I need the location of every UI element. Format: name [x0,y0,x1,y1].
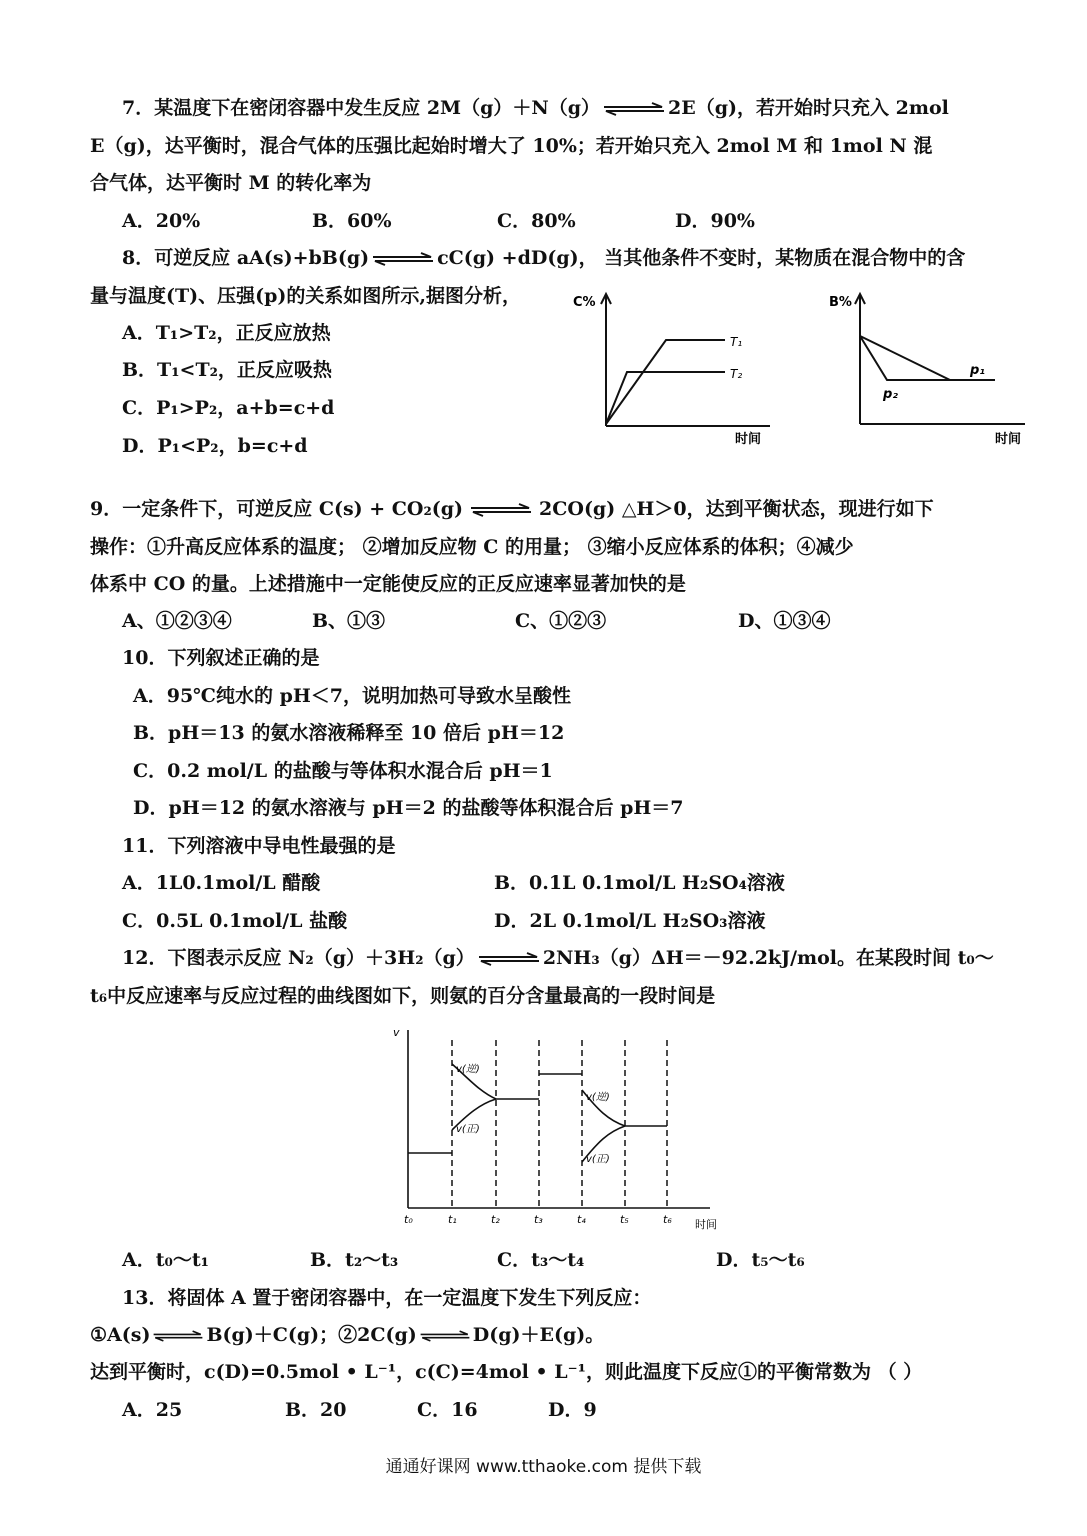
q11-option-b: B．0.1L 0.1mol/L H₂SO₄溶液 [494,872,785,894]
q12-option-c: C．t₃～t₄ [497,1249,585,1271]
tick-t0: t₀ [404,1213,413,1226]
q8-text-b: cC(g) +dD(g)， 当其他条件不变时，某物质在混合物中的含 [437,247,966,269]
q8-g2-xlabel: 时间 [995,432,1022,447]
q13-option-a: A．25 [122,1399,183,1421]
q9-option-d: D、①③④ [738,610,831,632]
q12-option-d: D．t₅～t₆ [716,1249,805,1271]
q8-line1 [122,246,965,270]
q10-option-c: C．0.2 mol/L 的盐酸与等体积水混合后 pH＝1 [133,760,553,782]
tick-t1: t₁ [448,1213,457,1226]
equilibrium-arrow-icon [152,1329,204,1343]
q11-option-d: D．2L 0.1mol/L H₂SO₃溶液 [494,910,766,932]
q8-option-b: B．T₁<T₂，正反应吸热 [122,359,332,381]
q12-line2: t₆中反应速率与反应过程的曲线图如下，则氨的百分含量最高的一段时间是 [90,985,716,1007]
q10-option-b: B．pH＝13 的氨水溶液稀释至 10 倍后 pH＝12 [133,722,565,744]
q12-text-a: 12．下图表示反应 N₂（g）＋3H₂（g） [122,947,475,969]
q8-g2-label-p1: p₁ [970,363,985,378]
q8-text-a: 8．可逆反应 aA(s)+bB(g) [122,247,370,269]
q12-tick-labels [404,1213,672,1226]
q9-option-a: A、①②③④ [122,610,232,632]
q12-text-b: 2NH₃（g）ΔH＝－92.2kJ/mol。在某段时间 t₀～ [542,947,994,969]
q12-line1 [122,946,994,970]
q9-line2: 操作：①升高反应体系的温度； ②增加反应物 C 的用量； ③缩小反应体系的体积；④减少 [90,536,854,558]
q10-option-d: D．pH＝12 的氨水溶液与 pH＝2 的盐酸等体积混合后 pH＝7 [133,797,684,819]
q9-line1 [90,497,934,521]
q11-stem: 11．下列溶液中导电性最强的是 [122,835,396,857]
q13-reaction-1a: ①A(s) [90,1324,151,1346]
tick-t6: t₆ [663,1213,672,1226]
equilibrium-arrow-icon [477,952,541,966]
q9-text-b: 2CO(g) △H＞0，达到平衡状态，现进行如下 [539,498,934,520]
q8-line2: 量与温度(T)、压强(p)的关系如图所示,据图分析， [90,285,521,307]
q13-stem: 13．将固体 A 置于密闭容器中，在一定温度下发生下列反应： [122,1287,652,1309]
q7-option-d: D．90% [675,210,755,232]
q12-time-gridlines [452,1040,667,1208]
tick-t5: t₅ [620,1213,629,1226]
q10-option-a: A．95℃纯水的 pH＜7，说明加热可导致水呈酸性 [133,685,572,707]
q7-text-b: 2E（g)，若开始时只充入 2mol [668,97,949,119]
q12-ylabel: v [393,1026,400,1039]
q7-line1 [122,96,949,120]
q7-line2: E（g)，达平衡时，混合气体的压强比起始时增大了 10%；若开始只充入 2mol M 和 1mol N 混 [90,135,933,157]
q9-option-c: C、①②③ [515,610,607,632]
q13-reactions [90,1323,604,1347]
q13-reaction-1c: D(g)＋E(g)。 [472,1324,605,1346]
q11-option-a: A．1L0.1mol/L 醋酸 [122,872,321,894]
page-footer: 通通好课网 www.tthaoke.com 提供下载 [385,1457,702,1477]
q8-g2-label-p2: p₂ [883,387,898,402]
q8-option-c: C．P₁>P₂，a+b=c+d [122,397,335,419]
q8-g1-label-t2: T₂ [730,367,743,381]
q8-g2-ylabel: B% [829,295,852,310]
q7-option-a: A．20% [122,210,201,232]
q12-label-v-fwd-2: v(正) [586,1154,610,1165]
tick-t2: t₂ [491,1213,500,1226]
q12-xlabel: 时间 [695,1218,717,1231]
q8-graph-temperature [565,288,790,448]
q12-rate-curves [408,1064,667,1162]
q12-label-v-fwd-1: v(正) [456,1124,480,1135]
q8-option-d: D．P₁<P₂，b=c+d [122,435,308,457]
q13-reaction-1b: B(g)＋C(g)；②2C(g) [206,1324,417,1346]
equilibrium-arrow-icon [419,1329,471,1343]
tick-t4: t₄ [577,1213,586,1226]
equilibrium-arrow-icon [371,252,435,266]
q12-option-b: B．t₂～t₃ [310,1249,399,1271]
q8-g1-xlabel: 时间 [735,432,762,447]
tick-t3: t₃ [534,1213,543,1226]
q13-option-c: C．16 [417,1399,478,1421]
q13-option-d: D．9 [548,1399,597,1421]
q12-rate-graph [390,1022,740,1237]
q10-stem: 10．下列叙述正确的是 [122,647,320,669]
q8-g1-label-t1: T₁ [730,335,743,349]
equilibrium-arrow-icon [465,503,537,517]
q9-option-b: B、①③ [312,610,386,632]
q12-option-a: A．t₀～t₁ [122,1249,209,1271]
q13-option-b: B．20 [285,1399,347,1421]
q8-graph-pressure [825,288,1040,448]
q7-text-a: 7．某温度下在密闭容器中发生反应 2M（g）＋N（g） [122,97,601,119]
q13-line3: 达到平衡时，c(D)=0.5mol • L⁻¹，c(C)=4mol • L⁻¹，则此温度下反应①的平衡常数为 （ ） [90,1361,923,1383]
q8-option-a: A．T₁>T₂，正反应放热 [122,322,331,344]
q7-line3: 合气体，达平衡时 M 的转化率为 [90,172,372,194]
q12-label-v-rev-2: v(逆) [586,1092,610,1103]
q7-option-b: B．60% [312,210,392,232]
q9-line3: 体系中 CO 的量。上述措施中一定能使反应的正反应速率显著加快的是 [90,573,686,595]
equilibrium-arrow-icon [602,102,666,116]
q8-g1-ylabel: C% [573,295,596,310]
q9-text-a: 9．一定条件下，可逆反应 C(s) + CO₂(g) [90,498,464,520]
q7-option-c: C．80% [497,210,576,232]
q11-option-c: C．0.5L 0.1mol/L 盐酸 [122,910,348,932]
q12-label-v-rev-1: v(逆) [456,1064,480,1075]
